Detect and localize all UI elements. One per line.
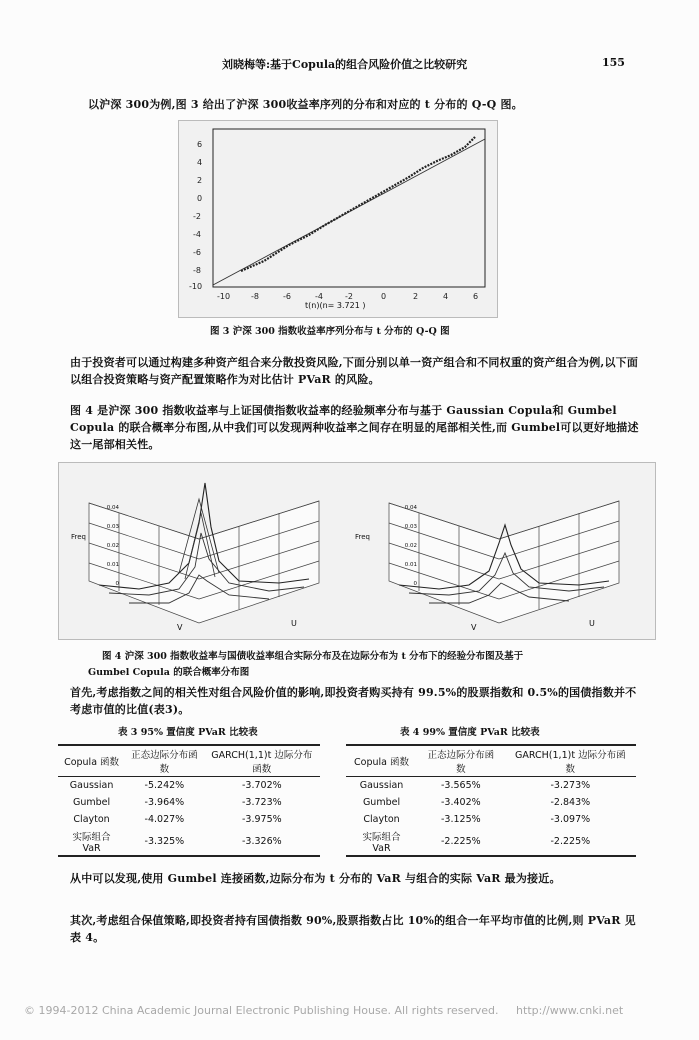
left-axis-u: U	[291, 619, 297, 628]
svg-text:-2: -2	[345, 292, 353, 301]
svg-text:-10: -10	[189, 282, 203, 291]
table-4	[346, 744, 636, 857]
right-z-ticks	[393, 499, 417, 594]
right-ztick: 0.01	[404, 562, 417, 568]
table-3-header: GARCH(1,1)t 边际分布函数	[204, 745, 320, 777]
table-cell: -3.326%	[204, 828, 320, 856]
table-cell: -5.242%	[144, 780, 185, 791]
footer-copyright	[24, 1004, 623, 1017]
table-4-header: 正态边际分布函数	[417, 745, 505, 777]
table-cell: Clayton	[363, 814, 400, 825]
paragraph-6: 其次,考虑组合保值策略,即投资者持有国债指数 90%,股票指数占比 10%的组合一年平均市值的比例,则 PVaR 见表 4。	[70, 914, 636, 944]
svg-text:4: 4	[197, 158, 203, 167]
table-cell: -2.843%	[550, 797, 591, 808]
svg-text:-10: -10	[217, 292, 231, 301]
left-ztick: 0.04	[106, 505, 119, 511]
right-axis-u: U	[589, 619, 595, 628]
paragraph-2: 由于投资者可以通过构建多种资产组合来分散投资风险,下面分别以单一资产组合和不同权重的资产组合为例,以下面以组合投资策略与资产配置策略作为对比估计 PVaR 的风险。	[70, 356, 639, 386]
qq-plot-svg	[179, 121, 497, 317]
svg-text:-8: -8	[251, 292, 259, 301]
table-cell: -3.273%	[550, 780, 591, 791]
table-cell: Clayton	[73, 814, 110, 825]
table-cell: 实际组合 VaR	[346, 828, 417, 856]
svg-text:0: 0	[381, 292, 387, 301]
figure-4-caption-line1: 图 4 沪深 300 指数收益率与国债收益率组合实际分布及在边际分布为 t 分布下的经验分布图及基于	[102, 651, 524, 662]
table-cell: -3.565%	[441, 780, 481, 791]
left-ztick: 0	[115, 581, 119, 587]
table-cell: -3.702%	[241, 780, 282, 791]
table-row	[346, 811, 636, 828]
table-cell: -2.225%	[505, 828, 636, 856]
table-cell: -3.402%	[441, 797, 481, 808]
paragraph-4: 首先,考虑指数之间的相关性对组合风险价值的影响,即投资者购买持有 99.5%的股票指数和 0.5%的国债指数并不考虑市值的比值(表3)。	[70, 686, 637, 716]
surface-plots-svg	[59, 463, 655, 639]
table-3-header: Copula 函数	[58, 745, 125, 777]
table-cell: -4.027%	[144, 814, 185, 825]
figure-3-caption: 图 3 沪深 300 指数收益率序列分布与 t 分布的 Q-Q 图	[210, 326, 450, 337]
table-row	[58, 777, 320, 795]
table-cell: 实际组合 VaR	[58, 828, 125, 856]
table-3-caption: 表 3 95% 置信度 PVaR 比较表	[118, 727, 258, 738]
figure-3-qq-plot	[178, 120, 498, 318]
table-row	[58, 794, 320, 811]
left-ztick: 0.03	[106, 524, 119, 530]
table-3	[58, 744, 320, 857]
table-cell: -3.325%	[125, 828, 204, 856]
svg-text:6: 6	[473, 292, 479, 301]
right-ztick: 0	[413, 581, 417, 587]
copyright-text: © 1994-2012 China Academic Journal Electronic Publishing House. All rights reserved.	[24, 1004, 499, 1017]
table-cell: Gaussian	[359, 780, 404, 791]
svg-text:2: 2	[197, 176, 203, 185]
table-3-header-row	[58, 745, 320, 777]
right-freq-label: Freq	[355, 533, 370, 541]
figure-4-caption-line2: Gumbel Copula 的联合概率分布图	[88, 667, 250, 678]
svg-text:0: 0	[197, 194, 203, 203]
left-freq-label: Freq	[71, 533, 86, 541]
figure-4-surfaces	[58, 462, 656, 640]
table-row	[346, 777, 636, 795]
table-cell: -3.097%	[550, 814, 591, 825]
running-title: 刘晓梅等:基于Copula的组合风险价值之比较研究	[222, 58, 468, 71]
table-cell: -3.964%	[144, 797, 185, 808]
table-row	[346, 828, 636, 856]
svg-text:-4: -4	[315, 292, 323, 301]
paragraph-1: 以沪深 300为例,图 3 给出了沪深 300收益率序列的分布和对应的 t 分布的 Q-Q 图。	[88, 98, 523, 111]
right-ztick: 0.03	[404, 524, 417, 530]
paragraph-5: 从中可以发现,使用 Gumbel 连接函数,边际分布为 t 分布的 VaR 与组合的实际 VaR 最为接近。	[70, 872, 561, 885]
paragraph-3: 图 4 是沪深 300 指数收益率与上证国债指数收益率的经验频率分布与基于 Gaussian Copula和 Gumbel Copula 的联合概率分布图,从中我们可以发现两种收益率之间存在明显的尾部相关性,而 Gumbel可以更好地描述这一尾部相关性。	[70, 404, 639, 451]
right-ztick: 0.02	[404, 543, 417, 549]
left-ztick: 0.01	[106, 562, 119, 568]
svg-text:-2: -2	[193, 212, 201, 221]
table-cell: Gumbel	[72, 797, 111, 808]
svg-text:4: 4	[443, 292, 449, 301]
table-4-header-row	[346, 745, 636, 777]
page-number: 155	[602, 56, 625, 69]
svg-text:-6: -6	[193, 248, 201, 257]
qq-x-label: t(n)(n= 3.721 )	[305, 301, 366, 310]
table-cell: Gumbel	[362, 797, 401, 808]
table-cell: -3.723%	[241, 797, 282, 808]
table-row	[346, 794, 636, 811]
table-row	[58, 811, 320, 828]
table-cell: -3.975%	[241, 814, 282, 825]
table-cell: -2.225%	[417, 828, 505, 856]
right-axis-v: V	[471, 623, 477, 632]
svg-text:-4: -4	[193, 230, 201, 239]
table-row	[58, 828, 320, 856]
left-axis-v: V	[177, 623, 183, 632]
table-3-header: 正态边际分布函数	[125, 745, 204, 777]
left-z-ticks	[95, 499, 119, 594]
svg-text:-6: -6	[283, 292, 291, 301]
right-ztick: 0.04	[404, 505, 417, 511]
table-4-header: GARCH(1,1)t 边际分布函数	[505, 745, 636, 777]
table-cell: Gaussian	[69, 780, 114, 791]
table-4-caption: 表 4 99% 置信度 PVaR 比较表	[400, 727, 540, 738]
table-4-header: Copula 函数	[346, 745, 417, 777]
svg-text:6: 6	[197, 140, 203, 149]
cnki-link[interactable]: http://www.cnki.net	[516, 1004, 624, 1017]
svg-text:2: 2	[413, 292, 419, 301]
table-cell: -3.125%	[441, 814, 481, 825]
svg-text:-8: -8	[193, 266, 201, 275]
left-ztick: 0.02	[106, 543, 119, 549]
